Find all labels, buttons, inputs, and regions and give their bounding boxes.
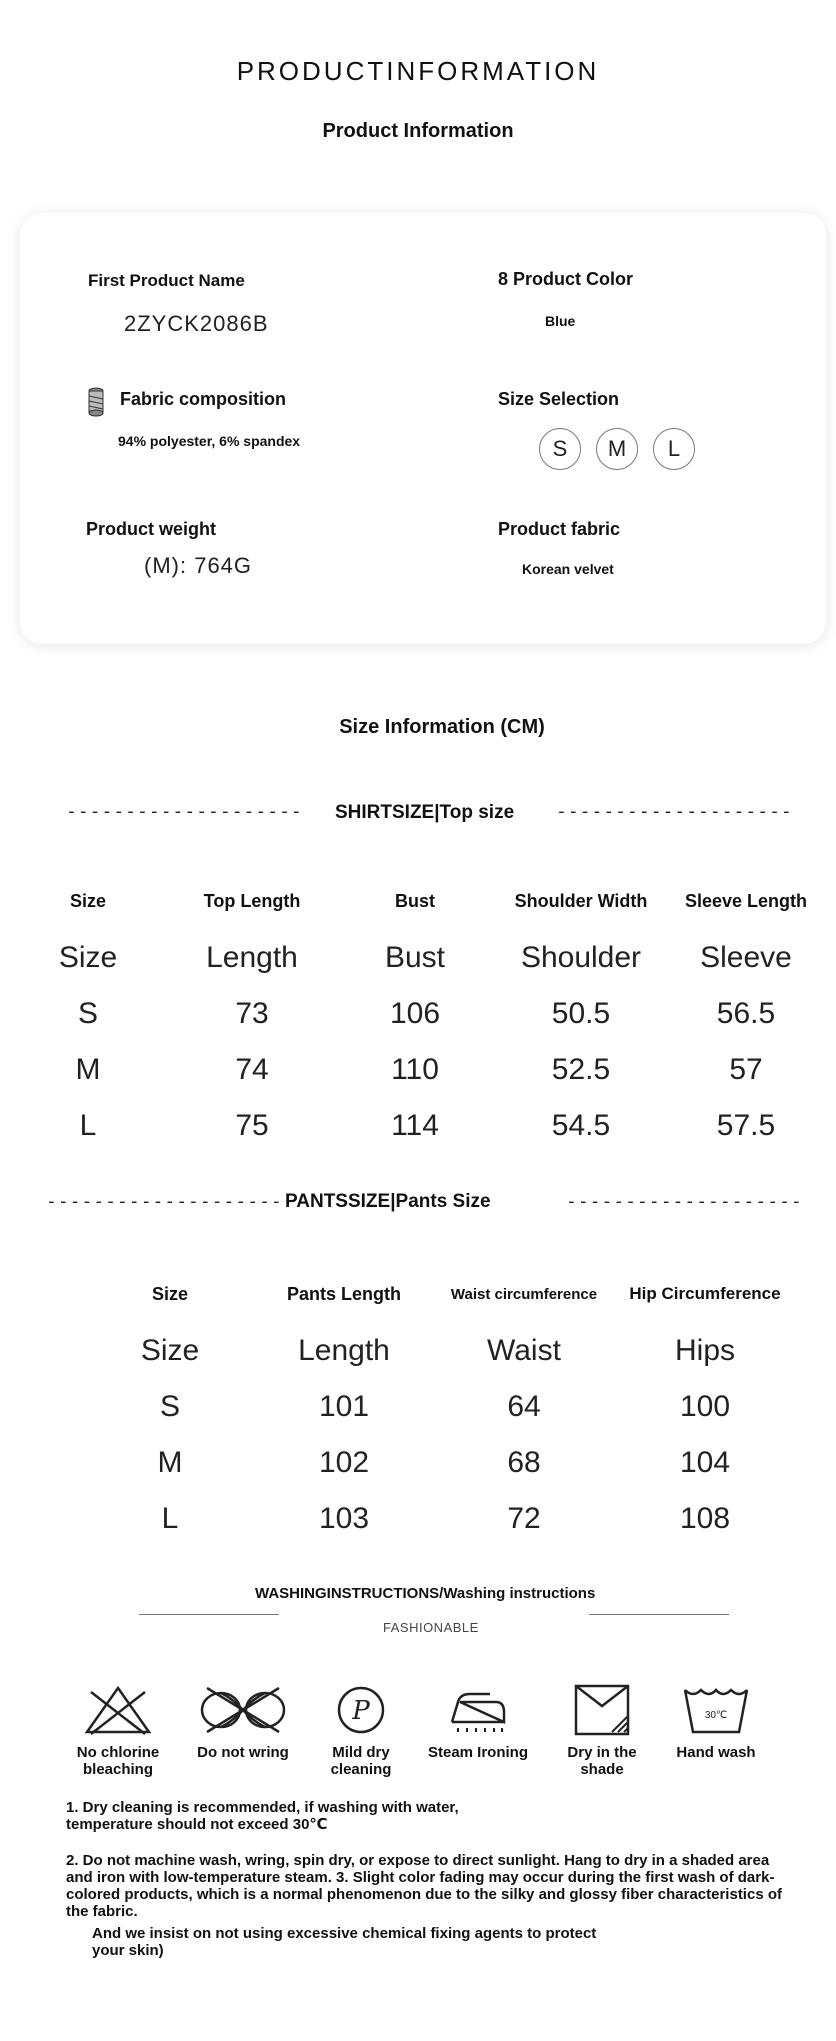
shirt-header-top-length: Top Length <box>203 891 301 911</box>
pants-cell: 72 <box>507 1502 541 1535</box>
shirt-header-shoulder-width: Shoulder Width <box>514 891 648 911</box>
pants-header-hip: Hip Circumference <box>629 1284 781 1303</box>
pants-cell: S <box>159 1390 180 1423</box>
product-name-value: 2ZYCK2086B <box>124 311 269 336</box>
care-label: No chlorine bleaching <box>76 1744 160 1778</box>
care-steam-iron <box>420 1682 536 1761</box>
shirt-header-sleeve-length: Sleeve Length <box>684 891 808 911</box>
fabric-composition-label: Fabric composition <box>120 389 287 409</box>
care-note-2: 2. Do not machine wash, wring, spin dry, or expose to direct sunlight. Hang to dry in a shaded area and iron with low-temperature steam. 3. Slight color fading may occur during the first wash of dark-colored products, which is a normal phenomenon due to the silky and glossy fiber characteristics of the fabric. <box>66 1852 782 1920</box>
care-dry-shade <box>546 1682 658 1778</box>
care-note-1: 1. Dry cleaning is recommended, if washing with water, temperature should not exceed 30℃ <box>66 1799 459 1833</box>
shirt-cell: Size <box>58 941 118 974</box>
page-subtitle: Product Information <box>322 120 514 142</box>
shirt-cell: 114 <box>391 1109 439 1142</box>
shirt-cell: 57.5 <box>716 1109 776 1142</box>
dry-in-shade-icon <box>546 1682 658 1738</box>
pants-header-size: Size <box>151 1284 189 1304</box>
pants-cell: Length <box>298 1334 390 1367</box>
size-option-l[interactable]: L <box>653 428 695 470</box>
svg-text:P: P <box>352 1696 370 1726</box>
shirt-cell: 56.5 <box>716 997 776 1030</box>
pants-cell: L <box>161 1502 179 1535</box>
washing-rule-left <box>139 1614 279 1615</box>
pants-cell: Waist <box>487 1334 561 1367</box>
mild-dry-clean-icon <box>305 1682 417 1738</box>
shirt-divider-left: -------------------- <box>66 801 303 822</box>
shirt-cell: 74 <box>235 1053 269 1086</box>
pants-header-waist: Waist circumference <box>450 1286 598 1303</box>
pants-header-pants-length: Pants Length <box>286 1284 401 1304</box>
svg-text:30℃: 30℃ <box>704 1710 728 1721</box>
shirt-cell: L <box>79 1109 97 1142</box>
shirt-cell: 73 <box>235 997 269 1030</box>
shirt-cell: Shoulder <box>520 941 642 974</box>
yarn-spool-icon <box>87 387 105 417</box>
shirt-cell: 54.5 <box>551 1109 611 1142</box>
size-option-s[interactable]: S <box>539 428 581 470</box>
shirt-cell: 57 <box>729 1053 763 1086</box>
care-hand-wash <box>660 1682 772 1761</box>
hand-wash-icon <box>660 1682 772 1738</box>
washing-title: WASHINGINSTRUCTIONS/Washing instructions <box>255 1585 596 1602</box>
shirt-cell: S <box>77 997 98 1030</box>
washing-subtitle: FASHIONABLE <box>383 1620 479 1635</box>
care-no-wring <box>187 1682 299 1761</box>
care-note-3: And we insist on not using excessive chemical fixing agents to protect your skin) <box>92 1925 597 1959</box>
pants-cell: 104 <box>679 1446 731 1479</box>
size-info-title: Size Information (CM) <box>339 716 545 738</box>
shirt-cell: Length <box>206 941 298 974</box>
product-fabric-value: Korean velvet <box>522 561 614 577</box>
product-color-label: 8 Product Color <box>498 269 634 289</box>
product-fabric-label: Product fabric <box>498 519 621 539</box>
pants-cell: 64 <box>507 1390 541 1423</box>
pants-divider-left: -------------------- <box>46 1191 283 1212</box>
care-label: Hand wash <box>676 1744 756 1761</box>
size-option-m[interactable]: M <box>596 428 638 470</box>
pants-cell: 101 <box>318 1390 370 1423</box>
pants-cell: Size <box>140 1334 200 1367</box>
shirt-cell: 75 <box>235 1109 269 1142</box>
shirt-divider-right: -------------------- <box>556 801 793 822</box>
washing-rule-right <box>589 1614 729 1615</box>
fabric-composition-value: 94% polyester, 6% spandex <box>118 433 301 449</box>
care-label: Steam Ironing <box>427 1744 528 1761</box>
pants-cell: 103 <box>318 1502 370 1535</box>
product-name-label: First Product Name <box>88 271 245 290</box>
care-label: Dry in the shade <box>567 1744 637 1778</box>
shirt-cell: 110 <box>391 1053 439 1086</box>
pants-cell: Hips <box>674 1334 735 1367</box>
pants-cell: 102 <box>318 1446 370 1479</box>
care-no-chlorine <box>62 1682 174 1778</box>
shirt-header-size: Size <box>69 891 107 911</box>
product-weight-value: (M): 764G <box>144 553 253 578</box>
size-selection-label: Size Selection <box>498 389 620 409</box>
pants-cell: M <box>157 1446 183 1479</box>
pants-divider-right: -------------------- <box>566 1191 803 1212</box>
pants-size-label: PANTSSIZE|Pants Size <box>285 1191 491 1212</box>
pants-cell: 68 <box>507 1446 541 1479</box>
steam-iron-icon <box>420 1682 536 1738</box>
care-label: Mild dry cleaning <box>330 1744 392 1778</box>
shirt-cell: 52.5 <box>551 1053 611 1086</box>
shirt-cell: Sleeve <box>700 941 792 974</box>
shirt-cell: 106 <box>389 997 441 1030</box>
product-color-value: Blue <box>545 313 576 329</box>
page-title: PRODUCTINFORMATION <box>236 56 600 86</box>
care-mild-dry-clean <box>305 1682 417 1778</box>
product-info-card <box>20 213 826 644</box>
shirt-header-bust: Bust <box>395 891 435 911</box>
no-chlorine-bleach-icon <box>62 1682 174 1738</box>
product-weight-label: Product weight <box>86 519 216 539</box>
do-not-wring-icon <box>187 1682 299 1738</box>
pants-cell: 108 <box>679 1502 731 1535</box>
shirt-size-label: SHIRTSIZE|Top size <box>335 802 515 823</box>
pants-cell: 100 <box>679 1390 731 1423</box>
shirt-cell: Bust <box>384 941 446 974</box>
shirt-cell: 50.5 <box>551 997 611 1030</box>
shirt-cell: M <box>75 1053 101 1086</box>
care-label: Do not wring <box>197 1744 289 1761</box>
